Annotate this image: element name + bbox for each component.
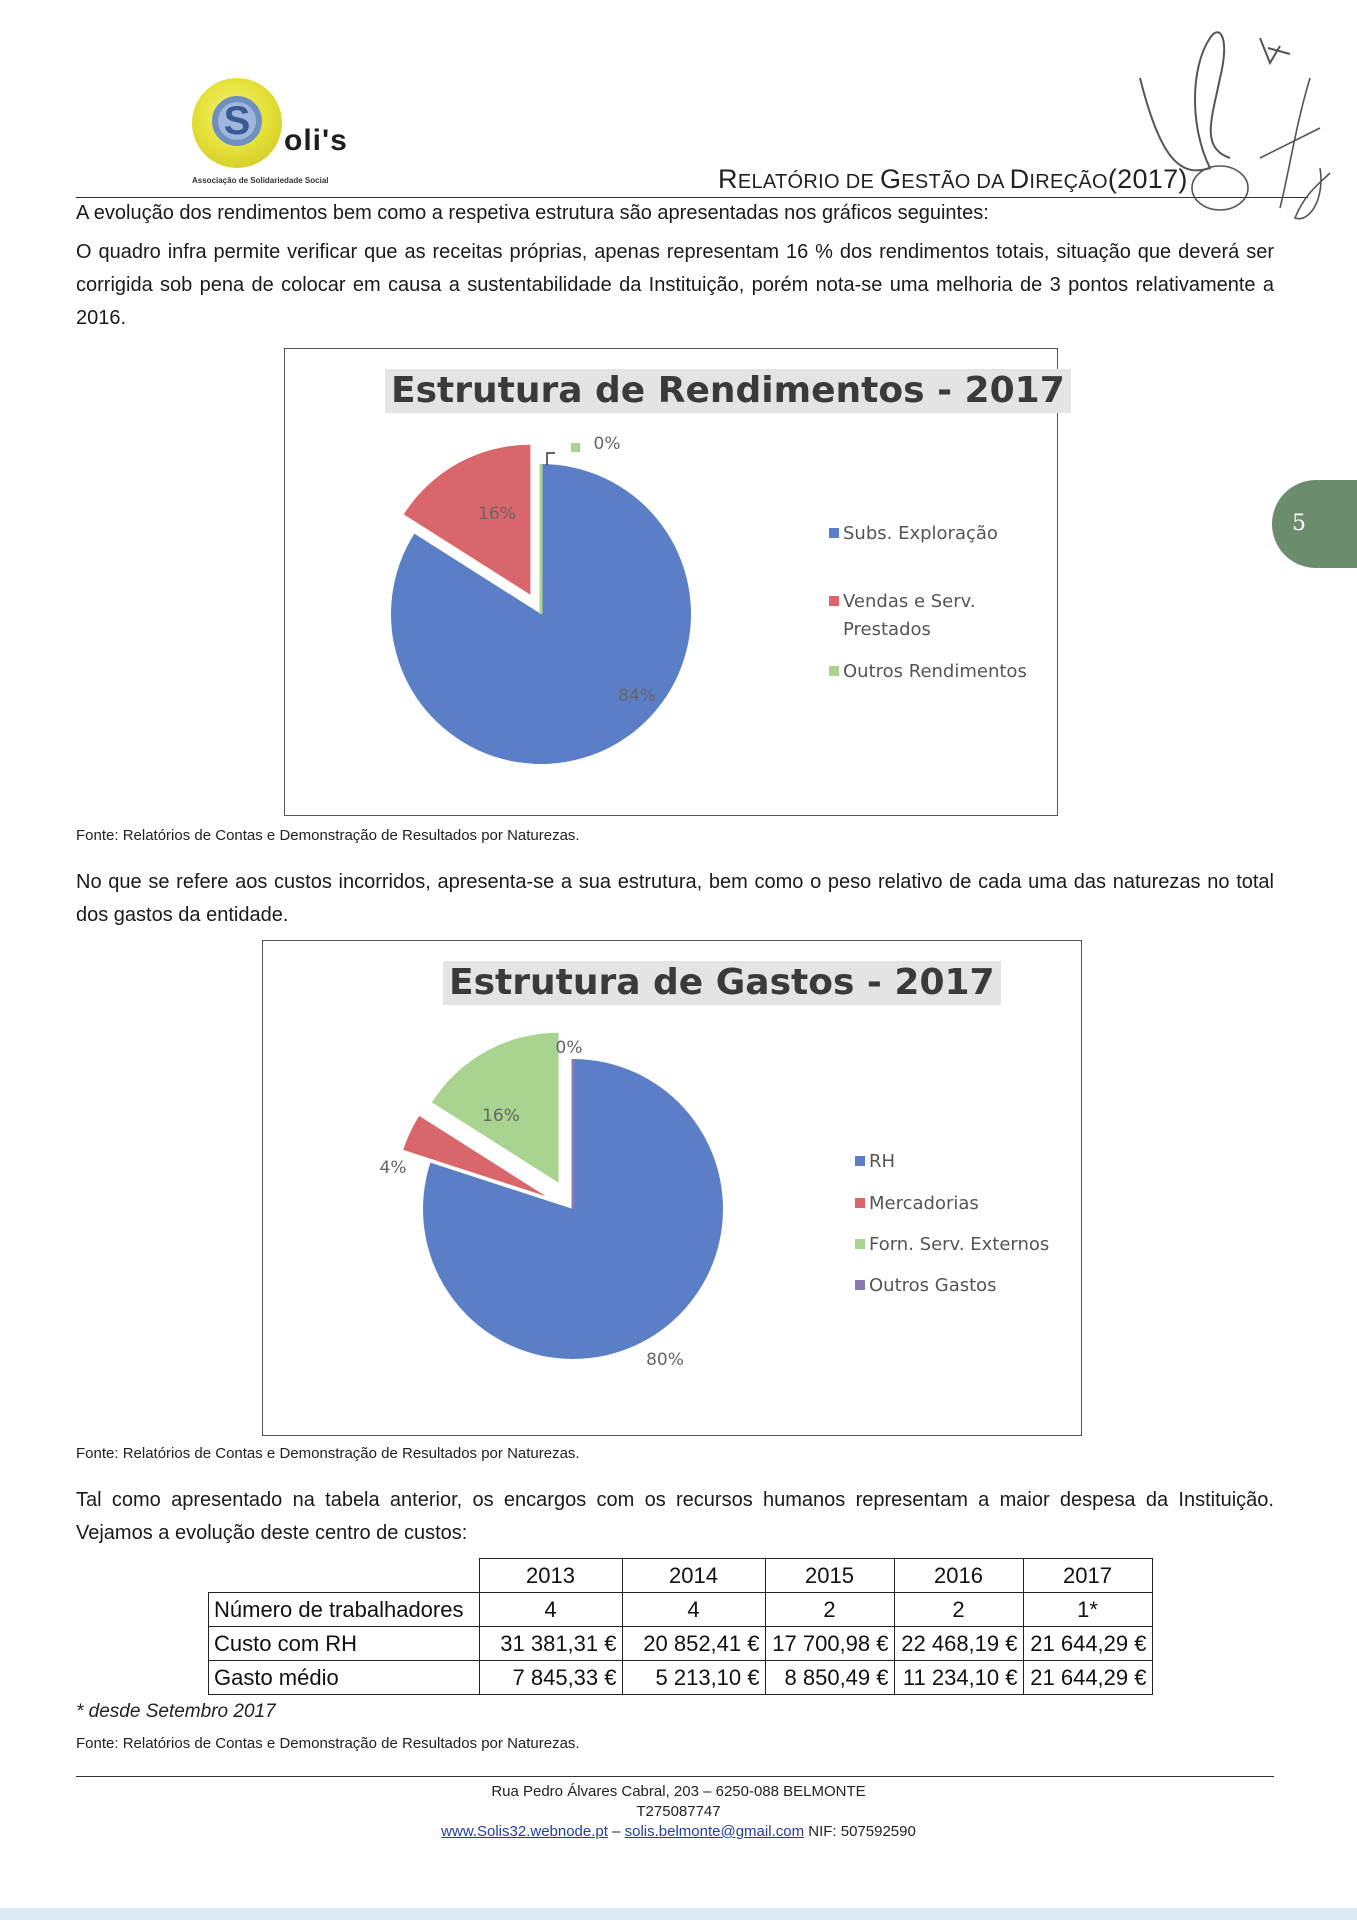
- pie-data-label: 16%: [478, 504, 516, 524]
- paragraph-custos: No que se refere aos custos incorridos, apresenta-se a sua estrutura, bem como o peso relativo de cada uma das naturezas no total dos gastos da entidade.: [76, 871, 1274, 926]
- pie-data-label: 84%: [618, 686, 656, 706]
- year-header: 2013: [479, 1559, 622, 1593]
- table-cell: 11 234,10 €: [894, 1661, 1023, 1695]
- table-cell: 7 845,33 €: [479, 1661, 622, 1695]
- table-cell: 4: [622, 1593, 765, 1627]
- footer-nif: NIF: 507592590: [804, 1823, 916, 1840]
- pie-data-label: 16%: [482, 1106, 520, 1126]
- legend-swatch: [829, 596, 839, 606]
- row-label: Número de trabalhadores: [209, 1593, 480, 1627]
- table-cell: 20 852,41 €: [622, 1627, 765, 1661]
- footer-divider: [76, 1776, 1274, 1777]
- year-header: 2014: [622, 1559, 765, 1593]
- legend-label: RH: [869, 1151, 896, 1172]
- footer-address: Rua Pedro Álvares Cabral, 203 – 6250-088 BELMONTE: [491, 1783, 866, 1800]
- table-cell: 2: [765, 1593, 894, 1627]
- legend-swatch: [855, 1239, 865, 1249]
- chart-title: Estrutura de Gastos - 2017: [443, 961, 1001, 1005]
- legend-label: Prestados: [843, 619, 931, 640]
- legend-swatch: [829, 528, 839, 538]
- legend-label: Subs. Exploração: [843, 523, 998, 544]
- website-link[interactable]: www.Solis32.webnode.pt: [441, 1823, 608, 1840]
- table-corner: [209, 1559, 480, 1593]
- table-cell: 21 644,29 €: [1023, 1627, 1152, 1661]
- table-row: [209, 1593, 1153, 1627]
- legend-swatch: [855, 1198, 865, 1208]
- chart-gastos: [262, 940, 1082, 1436]
- source-note: Fonte: Relatórios de Contas e Demonstração de Resultados por Naturezas.: [76, 827, 580, 844]
- pie-gastos: [263, 941, 1081, 1435]
- pie-data-label: 80%: [646, 1350, 684, 1370]
- legend-swatch: [829, 666, 839, 676]
- row-label: Custo com RH: [209, 1627, 480, 1661]
- bottom-scan-edge: [0, 1908, 1357, 1920]
- pie-data-label: 0%: [593, 434, 621, 454]
- legend-swatch: [855, 1156, 865, 1166]
- footer-separator: –: [607, 1823, 625, 1840]
- table-cell: 5 213,10 €: [622, 1661, 765, 1695]
- legend-label: Outros Gastos: [869, 1275, 997, 1296]
- table-cell: 1*: [1023, 1593, 1152, 1627]
- footer-contacts: [0, 1822, 1357, 1842]
- source-note: Fonte: Relatórios de Contas e Demonstração de Resultados por Naturezas.: [76, 1735, 580, 1752]
- source-note: Fonte: Relatórios de Contas e Demonstração de Resultados por Naturezas.: [76, 1445, 580, 1462]
- table-header-row: [209, 1559, 1153, 1593]
- email-link[interactable]: solis.belmonte@gmail.com: [624, 1823, 805, 1840]
- table-row: [209, 1661, 1153, 1695]
- handwritten-signature: [1120, 8, 1350, 248]
- paragraph-rh: Tal como apresentado na tabela anterior, os encargos com os recursos humanos representam a maior despesa da Instituição. Vejamos a evolução deste centro de custos:: [76, 1489, 1274, 1544]
- logo-subtitle: Associação de Solidariedade Social: [192, 176, 329, 185]
- table-cell: 4: [479, 1593, 622, 1627]
- table-row: [209, 1627, 1153, 1661]
- table-cell: 31 381,31 €: [479, 1627, 622, 1661]
- logo-wordmark: oli's: [284, 124, 348, 157]
- table-cell: 21 644,29 €: [1023, 1661, 1152, 1695]
- legend-label: Forn. Serv. Externos: [869, 1234, 1050, 1255]
- table-cell: 8 850,49 €: [765, 1661, 894, 1695]
- rh-cost-table: [208, 1558, 1153, 1695]
- label-leader-line: [547, 453, 555, 465]
- year-header: 2015: [765, 1559, 894, 1593]
- legend-swatch: [855, 1280, 865, 1290]
- year-header: 2017: [1023, 1559, 1152, 1593]
- page-header-title: RELATÓRIO DE GESTÃO DA DIREÇÃO(2017): [718, 164, 1188, 194]
- row-label: Gasto médio: [209, 1661, 480, 1695]
- pie-data-label: 4%: [379, 1158, 407, 1178]
- page-number-tab: 5: [1272, 480, 1357, 568]
- legend-label: Mercadorias: [869, 1193, 979, 1214]
- pie-data-label: 0%: [555, 1038, 583, 1058]
- table-footnote: * desde Setembro 2017: [76, 1701, 276, 1722]
- table-cell: 2: [894, 1593, 1023, 1627]
- chart-rendimentos: [284, 348, 1065, 816]
- table-cell: 22 468,19 €: [894, 1627, 1023, 1661]
- paragraph-intro: A evolução dos rendimentos bem como a respetiva estrutura são apresentadas nos gráficos seguintes:: [76, 202, 989, 224]
- legend-label: Vendas e Serv.: [843, 591, 976, 612]
- year-header: 2016: [894, 1559, 1023, 1593]
- paragraph-receitas: O quadro infra permite verificar que as receitas próprias, apenas representam 16 % dos rendimentos totais, situação que deverá ser corrigida sob pena de colocar em causa a sustentabilidade da Instituição, porém nota-se uma melhoria de 3 pontos relativamente a 2016.: [76, 241, 1274, 329]
- label-swatch: [571, 443, 580, 452]
- pie-rendimentos: [285, 349, 1057, 815]
- footer-phone: T275087747: [636, 1803, 721, 1820]
- table-cell: 17 700,98 €: [765, 1627, 894, 1661]
- logo-letter: S: [212, 96, 262, 146]
- legend-label: Outros Rendimentos: [843, 661, 1027, 682]
- chart-title: Estrutura de Rendimentos - 2017: [385, 369, 1071, 413]
